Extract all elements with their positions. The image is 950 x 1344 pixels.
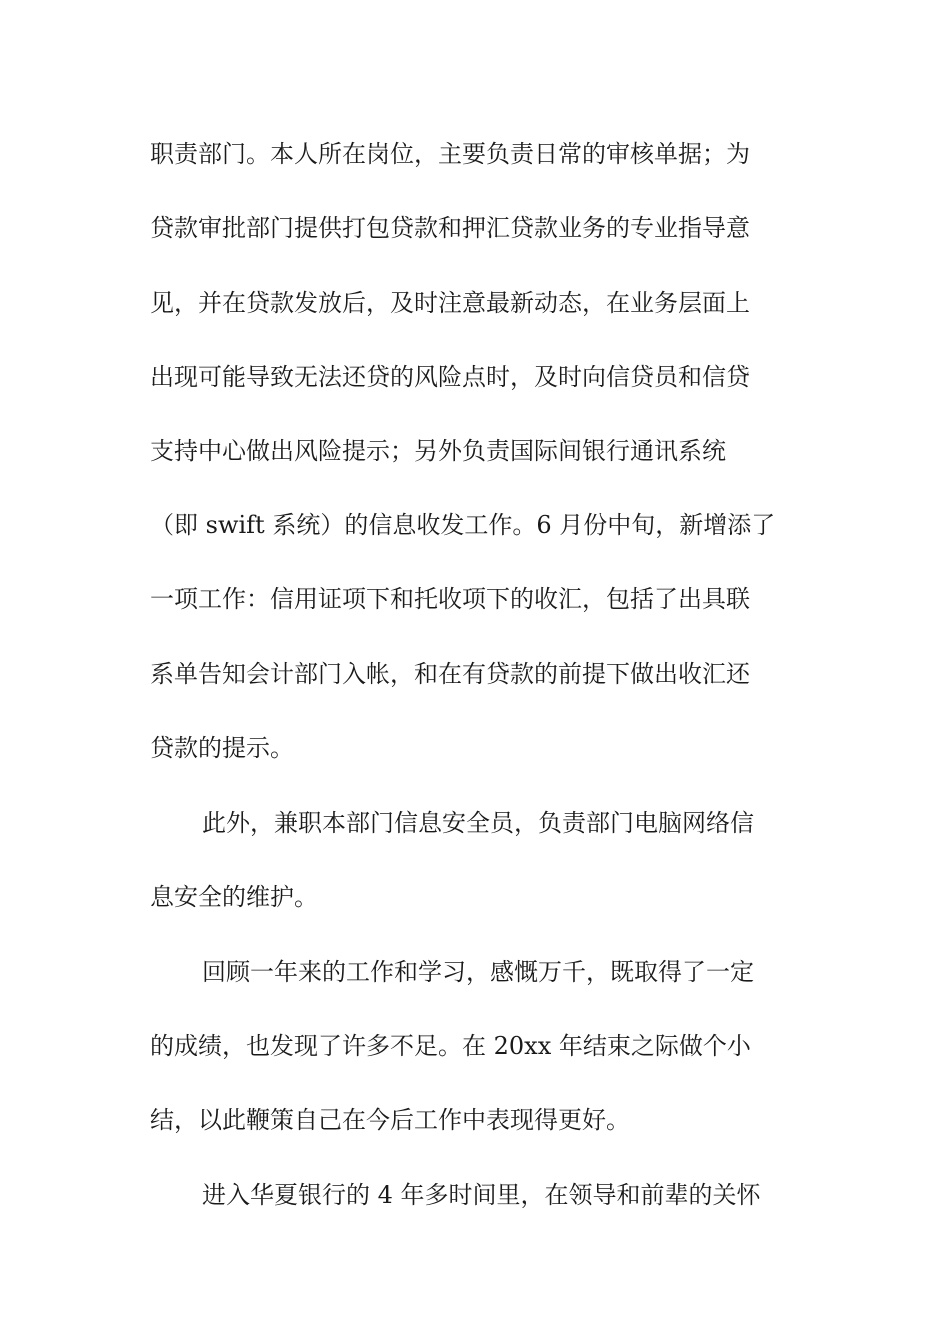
paragraph-first-line: 回顾一年来的工作和学习，感慨万千，既取得了一定	[202, 958, 754, 986]
text-line: 支持中心做出风险提示；另外负责国际间银行通讯系统	[150, 437, 726, 465]
paragraph-first-line: 进入华夏银行的 4 年多时间里，在领导和前辈的关怀	[202, 1181, 761, 1209]
text-line: （即 swift 系统）的信息收发工作。6 月份中旬，新增添了	[150, 511, 776, 539]
text-line: 职责部门。本人所在岗位，主要负责日常的审核单据；为	[150, 140, 750, 168]
text-line: 贷款的提示。	[150, 734, 294, 762]
text-line: 的成绩，也发现了许多不足。在 20xx 年结束之际做个小	[150, 1032, 751, 1060]
paragraph-first-line: 此外，兼职本部门信息安全员，负责部门电脑网络信	[202, 809, 754, 837]
text-line: 一项工作：信用证项下和托收项下的收汇，包括了出具联	[150, 585, 750, 613]
text-line: 贷款审批部门提供打包贷款和押汇贷款业务的专业指导意	[150, 214, 750, 242]
text-line: 系单告知会计部门入帐，和在有贷款的前提下做出收汇还	[150, 660, 750, 688]
text-line: 结，以此鞭策自己在今后工作中表现得更好。	[150, 1106, 630, 1134]
text-line: 息安全的维护。	[150, 883, 318, 911]
text-line: 出现可能导致无法还贷的风险点时，及时向信贷员和信贷	[150, 363, 750, 391]
text-line: 见，并在贷款发放后，及时注意最新动态，在业务层面上	[150, 289, 750, 317]
